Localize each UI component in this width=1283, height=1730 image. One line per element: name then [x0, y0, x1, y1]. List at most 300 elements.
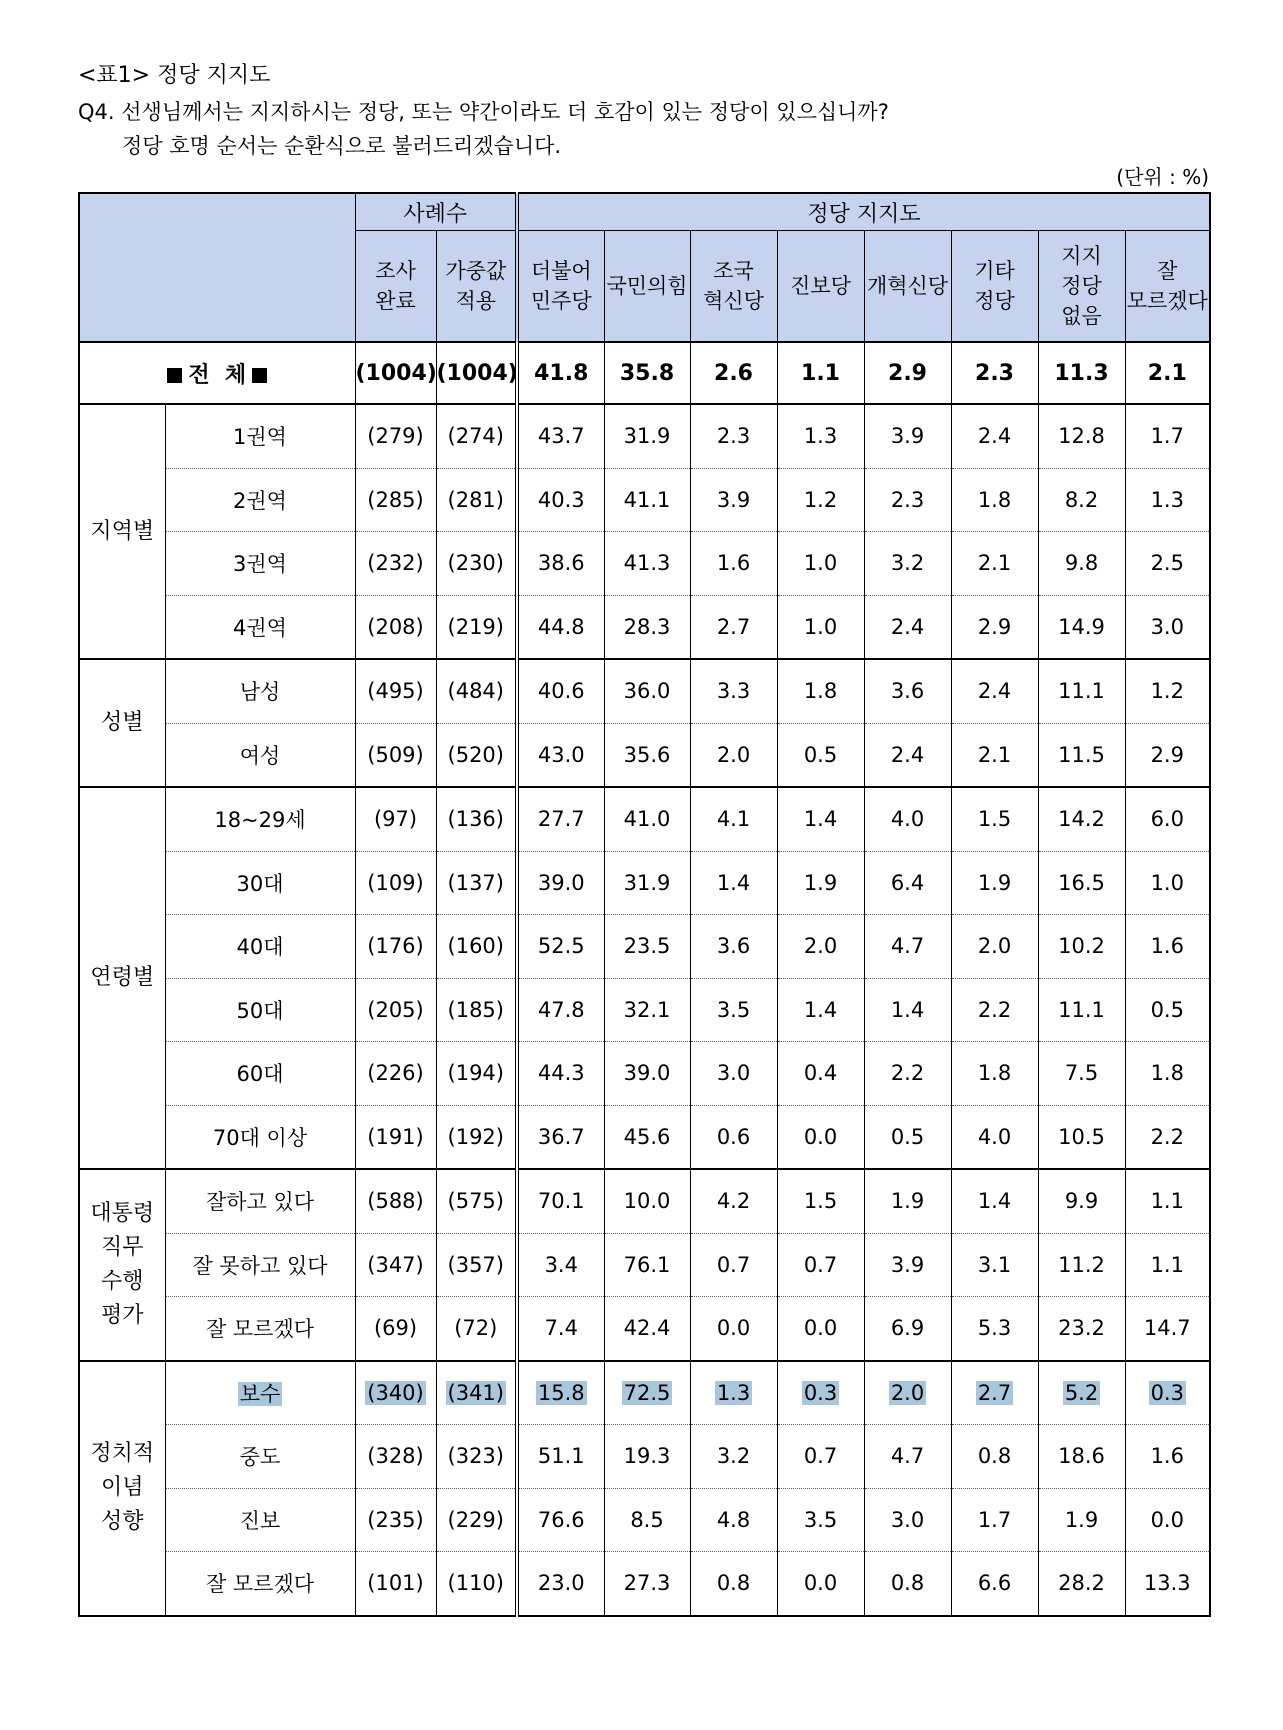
table-cell	[690, 1042, 777, 1106]
table-cell	[355, 1042, 436, 1106]
table-row	[79, 723, 1210, 787]
cell-value: 6.9	[890, 1316, 925, 1341]
table-cell	[355, 1425, 436, 1489]
table-cell	[517, 532, 604, 596]
row-label	[165, 978, 355, 1042]
cell-value: (235)	[367, 1507, 424, 1532]
table-cell	[355, 532, 436, 596]
table-cell	[1038, 404, 1125, 468]
table-cell	[604, 787, 690, 851]
row-label	[165, 915, 355, 979]
cell-value: 1.1	[1150, 1189, 1184, 1214]
party-support-table	[78, 192, 1211, 1617]
cell-value: 0.8	[890, 1571, 925, 1596]
table-cell	[1038, 468, 1125, 532]
total-cell: 2.1	[1125, 342, 1210, 404]
table-cell	[951, 659, 1038, 723]
table-cell	[1038, 659, 1125, 723]
cell-value: 3.0	[1150, 614, 1184, 639]
table-cell	[777, 1552, 864, 1616]
table-cell	[690, 1552, 777, 1616]
table-cell	[951, 532, 1038, 596]
table-cell	[864, 1297, 951, 1361]
cell-value: 0.5	[1150, 997, 1184, 1022]
cell-value: 0.7	[716, 1252, 751, 1277]
cell-value: 42.4	[623, 1316, 671, 1341]
row-label	[165, 1105, 355, 1169]
table-cell	[355, 1233, 436, 1297]
cell-value: 40.6	[537, 679, 585, 704]
cell-value: 1.8	[977, 487, 1012, 512]
table-cell	[690, 532, 777, 596]
table-row	[79, 1042, 1210, 1106]
cell-value: (484)	[447, 679, 504, 704]
table-cell	[690, 978, 777, 1042]
cell-value: 7.5	[1064, 1061, 1099, 1086]
cell-value: 3.2	[890, 551, 925, 576]
table-cell	[355, 404, 436, 468]
table-cell	[951, 1552, 1038, 1616]
table-cell	[951, 723, 1038, 787]
row-label	[165, 787, 355, 851]
row-label-text: 잘 모르겠다	[205, 1572, 315, 1597]
cell-value: 2.9	[1150, 742, 1184, 767]
cell-value: 1.4	[803, 807, 838, 832]
cell-value: 2.7	[716, 614, 751, 639]
total-cell: 11.3	[1038, 342, 1125, 404]
cell-value: 2.0	[716, 742, 751, 767]
table-cell	[777, 1169, 864, 1233]
total-label-text: 전 체	[188, 362, 247, 388]
cell-value: 1.0	[1150, 870, 1184, 895]
table-cell	[604, 851, 690, 915]
total-cell: 41.8	[517, 342, 604, 404]
cell-value: 23.0	[537, 1571, 585, 1596]
cell-value: (219)	[447, 614, 504, 639]
table-cell	[517, 851, 604, 915]
row-label-text: 50대	[236, 998, 284, 1023]
question-note: 정당 호명 순서는 순환식으로 불러드리겠습니다.	[122, 134, 562, 158]
cell-value: 14.7	[1143, 1316, 1191, 1341]
table-cell	[777, 1297, 864, 1361]
table-cell	[604, 1297, 690, 1361]
cell-value: 41.0	[623, 807, 671, 832]
cell-value: 3.2	[716, 1444, 751, 1469]
cell-value: 1.3	[716, 1380, 751, 1405]
cell-value: 2.2	[977, 997, 1012, 1022]
row-label	[165, 1169, 355, 1233]
cell-value: 0.7	[803, 1252, 838, 1277]
cell-value: 2.7	[977, 1380, 1012, 1405]
table-cell	[355, 1552, 436, 1616]
cell-value: (229)	[447, 1507, 504, 1532]
table-cell	[951, 1361, 1038, 1425]
table-row	[79, 1169, 1210, 1233]
cell-value: 4.8	[716, 1507, 751, 1532]
table-cell	[777, 915, 864, 979]
table-cell	[604, 595, 690, 659]
cell-value: 4.7	[890, 934, 925, 959]
table-cell	[355, 787, 436, 851]
cell-value: 0.0	[803, 1316, 838, 1341]
table-row	[79, 1361, 1210, 1425]
cell-value: 40.3	[537, 487, 585, 512]
table-row	[79, 1552, 1210, 1616]
table-cell	[436, 1361, 517, 1425]
group-label: 지역별	[79, 404, 165, 659]
table-cell	[690, 1169, 777, 1233]
table-cell	[1038, 1297, 1125, 1361]
table-cell	[1125, 1169, 1210, 1233]
table-cell	[517, 1042, 604, 1106]
cell-value: (192)	[447, 1124, 504, 1149]
table-cell	[951, 1233, 1038, 1297]
cell-value: 2.0	[803, 934, 838, 959]
cell-value: 2.0	[890, 1380, 925, 1405]
table-cell	[951, 468, 1038, 532]
cell-value: 0.8	[977, 1444, 1012, 1469]
table-row	[79, 1488, 1210, 1552]
cell-value: 14.9	[1058, 614, 1105, 639]
table-cell	[517, 1169, 604, 1233]
table-cell	[1038, 978, 1125, 1042]
row-label	[165, 532, 355, 596]
table-cell	[1125, 915, 1210, 979]
row-label	[165, 1297, 355, 1361]
table-cell	[864, 595, 951, 659]
table-cell	[690, 595, 777, 659]
cell-value: 4.0	[977, 1124, 1012, 1149]
cell-value: 38.6	[537, 551, 585, 576]
cell-value: 10.0	[623, 1189, 671, 1214]
table-cell	[355, 978, 436, 1042]
cell-value: 47.8	[537, 997, 585, 1022]
table-cell	[355, 1297, 436, 1361]
cell-value: 3.0	[716, 1061, 751, 1086]
cell-value: 3.3	[716, 679, 751, 704]
cell-value: 2.3	[716, 424, 751, 449]
table-cell	[864, 915, 951, 979]
cell-value: 44.3	[537, 1061, 585, 1086]
cell-value: 43.7	[537, 424, 585, 449]
cell-value: 1.9	[1064, 1507, 1099, 1532]
cell-value: 0.0	[1150, 1507, 1184, 1532]
table-row	[79, 532, 1210, 596]
table-cell	[355, 1105, 436, 1169]
header-party-support: 정당 지지도	[517, 193, 1210, 231]
cell-value: 16.5	[1058, 870, 1105, 895]
cell-value: 27.7	[537, 807, 585, 832]
cell-value: (72)	[454, 1316, 498, 1341]
cell-value: 0.5	[803, 742, 838, 767]
table-cell	[436, 978, 517, 1042]
cell-value: 1.3	[1150, 487, 1184, 512]
table-cell	[604, 1042, 690, 1106]
cell-value: 23.2	[1058, 1316, 1105, 1341]
cell-value: (328)	[367, 1444, 424, 1469]
table-cell	[1125, 595, 1210, 659]
cell-value: 31.9	[623, 424, 671, 449]
table-cell	[517, 1233, 604, 1297]
table-row	[79, 659, 1210, 723]
row-label-text: 18~29세	[214, 808, 306, 833]
table-cell	[1038, 1105, 1125, 1169]
cell-value: 31.9	[623, 870, 671, 895]
cell-value: 1.1	[1150, 1252, 1184, 1277]
row-label-text: 3권역	[233, 552, 287, 577]
table-cell	[517, 1488, 604, 1552]
table-cell	[604, 659, 690, 723]
cell-value: (137)	[447, 870, 504, 895]
table-cell	[355, 915, 436, 979]
table-cell	[355, 468, 436, 532]
table-cell	[864, 1425, 951, 1489]
cell-value: 28.2	[1058, 1571, 1105, 1596]
cell-value: 23.5	[623, 934, 671, 959]
cell-value: (160)	[447, 934, 504, 959]
cell-value: 0.8	[716, 1571, 751, 1596]
cell-value: (208)	[367, 614, 424, 639]
total-cell: 1.1	[777, 342, 864, 404]
table-cell	[604, 1105, 690, 1169]
table-cell	[517, 978, 604, 1042]
cell-value: 1.4	[716, 870, 751, 895]
square-bullet-icon	[252, 368, 267, 383]
cell-value: 1.5	[977, 807, 1012, 832]
cell-value: 41.3	[623, 551, 671, 576]
row-label	[165, 468, 355, 532]
cell-value: 0.0	[716, 1316, 751, 1341]
table-cell	[690, 468, 777, 532]
table-cell	[1125, 1042, 1210, 1106]
row-label	[165, 723, 355, 787]
table-cell	[604, 1233, 690, 1297]
table-cell	[690, 1233, 777, 1297]
table-cell	[1038, 595, 1125, 659]
header-corner	[79, 193, 355, 342]
group-label: 연령별	[79, 787, 165, 1169]
cell-value: 1.7	[977, 1507, 1012, 1532]
table-cell	[1125, 1105, 1210, 1169]
cell-value: 0.0	[803, 1124, 838, 1149]
table-cell	[517, 595, 604, 659]
cell-value: 1.5	[803, 1189, 838, 1214]
table-cell	[355, 723, 436, 787]
table-cell	[1038, 723, 1125, 787]
cell-value: (323)	[447, 1444, 504, 1469]
cell-value: 45.6	[623, 1124, 671, 1149]
table-cell	[1038, 1425, 1125, 1489]
cell-value: (101)	[367, 1571, 424, 1596]
cell-value: (279)	[367, 424, 424, 449]
table-cell	[436, 1233, 517, 1297]
cell-value: (588)	[367, 1189, 424, 1214]
cell-value: 9.9	[1064, 1189, 1099, 1214]
table-cell	[1125, 1552, 1210, 1616]
cell-value: 0.6	[716, 1124, 751, 1149]
cell-value: (575)	[447, 1189, 504, 1214]
cell-value: 1.6	[1150, 934, 1184, 959]
row-label	[165, 595, 355, 659]
total-label	[79, 342, 355, 404]
table-cell	[355, 1361, 436, 1425]
total-cell: 2.6	[690, 342, 777, 404]
table-row	[79, 978, 1210, 1042]
cell-value: 15.8	[537, 1380, 585, 1405]
table-cell	[517, 787, 604, 851]
table-cell	[517, 404, 604, 468]
column-header: 기타 정당	[951, 231, 1038, 343]
cell-value: 2.3	[890, 487, 925, 512]
cell-value: (205)	[367, 997, 424, 1022]
square-bullet-icon	[167, 368, 182, 383]
cell-value: (495)	[367, 679, 424, 704]
table-cell	[690, 915, 777, 979]
cell-value: 0.5	[890, 1124, 925, 1149]
cell-value: 52.5	[537, 934, 585, 959]
cell-value: 1.0	[803, 614, 838, 639]
cell-value: 41.1	[623, 487, 671, 512]
table-cell	[604, 915, 690, 979]
cell-value: 1.9	[890, 1189, 925, 1214]
table-cell	[951, 851, 1038, 915]
table-cell	[951, 1042, 1038, 1106]
cell-value: 10.2	[1058, 934, 1105, 959]
table-cell	[1038, 1488, 1125, 1552]
table-cell	[1038, 1169, 1125, 1233]
table-cell	[604, 404, 690, 468]
question-text: Q4. 선생님께서는 지지하시는 정당, 또는 약간이라도 더 호감이 있는 정당이 있으십니까?	[78, 100, 889, 124]
cell-value: 13.3	[1143, 1571, 1191, 1596]
cell-value: 0.3	[1150, 1380, 1184, 1405]
cell-value: 1.4	[803, 997, 838, 1022]
cell-value: 70.1	[537, 1189, 585, 1214]
cell-value: 1.4	[977, 1189, 1012, 1214]
table-cell	[436, 851, 517, 915]
row-label-text: 여성	[239, 743, 281, 768]
table-cell	[777, 1361, 864, 1425]
cell-value: (136)	[447, 807, 504, 832]
column-header: 가중값 적용	[436, 231, 517, 343]
table-cell	[951, 595, 1038, 659]
cell-value: (110)	[447, 1571, 504, 1596]
cell-value: (194)	[447, 1061, 504, 1086]
cell-value: 1.8	[803, 679, 838, 704]
table-cell	[690, 1425, 777, 1489]
table-cell	[951, 915, 1038, 979]
table-cell	[777, 1105, 864, 1169]
column-header: 잘 모르겠다	[1125, 231, 1210, 343]
table-cell	[1038, 851, 1125, 915]
cell-value: (285)	[367, 487, 424, 512]
cell-value: (357)	[447, 1252, 504, 1277]
cell-value: 3.4	[544, 1252, 578, 1277]
cell-value: 1.2	[803, 487, 838, 512]
cell-value: 36.0	[623, 679, 671, 704]
cell-value: 2.0	[977, 934, 1012, 959]
table-cell	[951, 1169, 1038, 1233]
cell-value: 1.9	[803, 870, 838, 895]
cell-value: 2.4	[890, 742, 925, 767]
table-cell	[777, 978, 864, 1042]
cell-value: 2.4	[890, 614, 925, 639]
cell-value: 32.1	[623, 997, 671, 1022]
table-cell	[517, 659, 604, 723]
cell-value: 1.3	[803, 424, 838, 449]
row-label-text: 잘하고 있다	[205, 1190, 315, 1215]
cell-value: 4.0	[890, 807, 925, 832]
cell-value: 3.9	[890, 1252, 925, 1277]
cell-value: (281)	[447, 487, 504, 512]
row-label	[165, 851, 355, 915]
row-label	[165, 1361, 355, 1425]
cell-value: 3.6	[716, 934, 751, 959]
cell-value: (109)	[367, 870, 424, 895]
table-cell	[517, 915, 604, 979]
table-cell	[604, 1552, 690, 1616]
table-cell	[517, 1361, 604, 1425]
table-cell	[777, 1425, 864, 1489]
table-cell	[436, 532, 517, 596]
row-label-text: 1권역	[233, 425, 287, 450]
row-label	[165, 1233, 355, 1297]
cell-value: 44.8	[537, 614, 585, 639]
unit-label: (단위 : %)	[1116, 165, 1209, 189]
cell-value: 1.7	[1150, 424, 1184, 449]
table-cell	[864, 1361, 951, 1425]
table-row	[79, 1425, 1210, 1489]
cell-value: 0.0	[803, 1571, 838, 1596]
table-cell	[436, 1105, 517, 1169]
cell-value: (341)	[447, 1380, 504, 1405]
cell-value: (232)	[367, 551, 424, 576]
table-row	[79, 1233, 1210, 1297]
cell-value: 1.6	[1150, 1444, 1184, 1469]
table-cell	[1038, 532, 1125, 596]
row-label-text: 잘 못하고 있다	[192, 1253, 328, 1278]
cell-value: 4.7	[890, 1444, 925, 1469]
table-cell	[436, 723, 517, 787]
cell-value: 10.5	[1058, 1124, 1105, 1149]
table-cell	[951, 1425, 1038, 1489]
cell-value: 51.1	[537, 1444, 585, 1469]
cell-value: 1.8	[977, 1061, 1012, 1086]
cell-value: (274)	[447, 424, 504, 449]
column-header: 조사 완료	[355, 231, 436, 343]
table-cell	[436, 1488, 517, 1552]
cell-value: 5.3	[977, 1316, 1012, 1341]
table-cell	[604, 1488, 690, 1552]
total-cell: (1004)	[355, 342, 436, 404]
row-label-text: 60대	[236, 1062, 284, 1087]
cell-value: (176)	[367, 934, 424, 959]
cell-value: 3.9	[890, 424, 925, 449]
column-header: 지지 정당 없음	[1038, 231, 1125, 343]
table-cell	[690, 1297, 777, 1361]
header-sample-count: 사례수	[355, 193, 517, 231]
total-cell: 2.3	[951, 342, 1038, 404]
table-row	[79, 1105, 1210, 1169]
table-cell	[951, 404, 1038, 468]
cell-value: (185)	[447, 997, 504, 1022]
cell-value: 3.9	[716, 487, 751, 512]
table-cell	[517, 1425, 604, 1489]
table-cell	[517, 1297, 604, 1361]
table-cell	[864, 978, 951, 1042]
table-cell	[777, 1042, 864, 1106]
cell-value: (347)	[367, 1252, 424, 1277]
row-label-text: 진보	[239, 1508, 281, 1533]
